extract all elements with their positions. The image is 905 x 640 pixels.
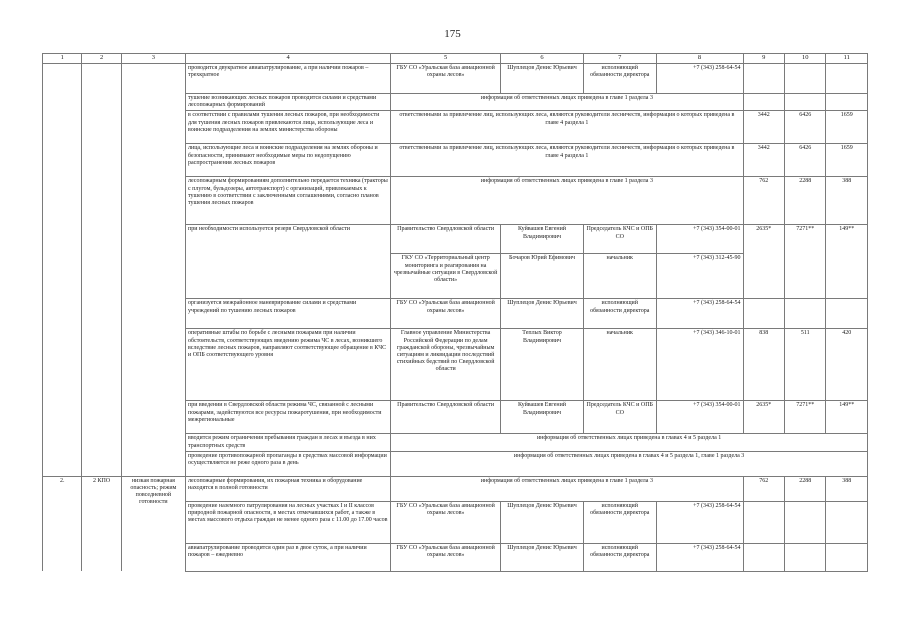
value-cell: 6426 [785,144,826,177]
responsible-info-cell: информация об ответственных лицах приведена в главах 4 и 5 раздела 1, главе 1 раздела 3 [391,451,868,476]
phone-cell: +7 (343) 312-45-90 [656,254,743,299]
value-cell [785,299,826,329]
measure-cell: организуется межрайонное маневрирование силами и средствами учреждений по тушению лесных пожаров [186,299,391,329]
phone-cell: +7 (343) 258-64-54 [656,299,743,329]
row-number-cell [43,64,82,477]
value-cell [826,94,868,111]
organization-cell: ГБУ СО «Уральская база авиационной охраны лесов» [391,64,501,94]
column-number: 4 [186,54,391,64]
responsible-info-cell: ответственными за привлечение лиц, использующих леса, являются руководители лесничеств, информация о которых приведена в главе 4 раздела 1 [391,144,743,177]
value-cell: 2635* [743,401,784,434]
measure-cell: авиапатрулирование проводится один раз в двое суток, а при наличии пожаров – ежедневно [186,543,391,571]
value-cell [826,299,868,329]
value-cell [785,501,826,543]
responsible-info-cell: информация об ответственных лицах приведена в главах 4 и 5 раздела 1 [391,434,868,451]
value-cell [743,94,784,111]
measure-cell: в соответствии с правилами тушения лесных пожаров, при необходимости для тушения лесных пожаров привлекаются лица, использующие леса и воинские подразделения на землях министерства обороны [186,111,391,144]
table-row [43,476,868,501]
value-cell: 3442 [743,144,784,177]
value-cell: 1659 [826,144,868,177]
responsible-info-cell: информация об ответственных лицах приведена в главе 1 раздела 3 [391,476,743,501]
position-cell: Председатель КЧС и ОПБ СО [583,225,656,254]
value-cell [743,64,784,94]
measure-cell: лесопожарные формирования, их пожарная техника и оборудование находятся в полной готовности [186,476,391,501]
column-number: 1 [43,54,82,64]
value-cell [743,299,784,329]
organization-cell: ГБУ СО «Уральская база авиационной охраны лесов» [391,299,501,329]
position-cell: начальник [583,329,656,401]
value-cell: 762 [743,476,784,501]
column-number: 5 [391,54,501,64]
value-cell: 2288 [785,476,826,501]
value-cell: 149** [826,401,868,434]
measure-cell: при введении в Свердловской области режима ЧС, связанной с лесными пожарами, задействуются все ресурсы пожаротушения, при необходимости межрегиональные [186,401,391,434]
value-cell: 7271** [785,225,826,299]
column-number: 8 [656,54,743,64]
position-cell: исполняющий обязанности директора [583,501,656,543]
responsible-info-cell: информация об ответственных лицах приведена в главе 1 раздела 3 [391,177,743,225]
value-cell [826,64,868,94]
value-cell: 1659 [826,111,868,144]
value-cell: 388 [826,476,868,501]
measure-cell: проводится двукратное авиапатрулирование, а при наличии пожаров – трехкратное [186,64,391,94]
measure-cell: при необходимости используется резерв Свердловской области [186,225,391,299]
responsible-person-cell: Шуплецов Денис Юрьевич [501,501,584,543]
measures-table [42,53,868,572]
value-cell: 420 [826,329,868,401]
value-cell [785,64,826,94]
responsible-info-cell: ответственными за привлечение лиц, использующих леса, являются руководители лесничеств, информация о которых приведена в главе 4 раздела 1 [391,111,743,144]
value-cell: 6426 [785,111,826,144]
position-cell: исполняющий обязанности директора [583,299,656,329]
value-cell [743,543,784,571]
responsible-person-cell: Бочаров Юрий Ефимович [501,254,584,299]
row-number-cell: 2. [43,476,82,571]
organization-cell: ГКУ СО «Территориальный центр мониторинга и реагирования на чрезвычайные ситуации в Свердловской области» [391,254,501,299]
phone-cell: +7 (343) 354-00-01 [656,401,743,434]
value-cell [826,543,868,571]
measure-cell: вводится режим ограничения пребывания граждан в лесах и въезда в них транспортных средств [186,434,391,451]
organization-cell: ГБУ СО «Уральская база авиационной охраны лесов» [391,501,501,543]
column-number: 10 [785,54,826,64]
column-number-row [43,54,868,64]
organization-cell: Главное управление Министерства Российской Федерации по делам гражданской обороны, чрезвычайным ситуациям и ликвидации последствий стихийных бедствий по Свердловской области [391,329,501,401]
phone-cell: +7 (343) 354-00-01 [656,225,743,254]
responsible-person-cell: Куйвашев Евгений Владимирович [501,401,584,434]
phone-cell: +7 (343) 258-64-54 [656,501,743,543]
responsible-person-cell: Теплых Виктор Владимирович [501,329,584,401]
column-number: 2 [82,54,121,64]
organization-cell: ГБУ СО «Уральская база авиационной охраны лесов» [391,543,501,571]
column-number: 3 [121,54,185,64]
position-cell: исполняющий обязанности директора [583,64,656,94]
responsible-person-cell: Куйвашев Евгений Владимирович [501,225,584,254]
value-cell: 388 [826,177,868,225]
value-cell [826,501,868,543]
responsible-person-cell: Шуплецов Денис Юрьевич [501,299,584,329]
measure-cell: лица, использующие леса и воинские подразделения на землях обороны и безопасности, принимают необходимые меры по недопущению распространения лесных пожаров [186,144,391,177]
value-cell [785,543,826,571]
position-cell: исполняющий обязанности директора [583,543,656,571]
responsible-person-cell: Шуплецов Денис Юрьевич [501,543,584,571]
danger-class-cell: низкая пожарная опасность; режим повседневной готовности [121,476,185,571]
value-cell: 2288 [785,177,826,225]
measure-cell: оперативные штабы по борьбе с лесными пожарами при наличии обстоятельств, соответствующих введению режима ЧС в лесах, возникшего вследствие лесных пожаров, направляют соответствующее обращение в КЧС и ОПБ соответствующего уровня [186,329,391,401]
value-cell: 838 [743,329,784,401]
column-number: 7 [583,54,656,64]
position-cell: начальник [583,254,656,299]
value-cell [785,94,826,111]
value-cell: 7271** [785,401,826,434]
value-cell: 511 [785,329,826,401]
danger-class-cell [121,64,185,477]
phone-cell: +7 (343) 346-10-01 [656,329,743,401]
position-cell: Председатель КЧС и ОПБ СО [583,401,656,434]
measure-cell: лесопожарным формированиям дополнительно передается техника (тракторы с плугом, бульдозеры, автотранспорт) с организаций, привлекаемых к тушению в соответствии с заключенными соглашениями, согласно планов тушения лесных пожаров [186,177,391,225]
code-cell [82,64,121,477]
value-cell [743,501,784,543]
page-number: 175 [444,28,461,40]
measure-cell: проведение противопожарной пропаганды в средствах массовой информации осуществляется не реже одного раза в день [186,451,391,476]
code-cell: 2 КПО [82,476,121,571]
responsible-person-cell: Шуплецов Денис Юрьевич [501,64,584,94]
phone-cell: +7 (343) 258-64-54 [656,543,743,571]
value-cell: 3442 [743,111,784,144]
column-number: 6 [501,54,584,64]
value-cell: 762 [743,177,784,225]
table-row [43,64,868,94]
value-cell: 149** [826,225,868,299]
responsible-info-cell: информация об ответственных лицах приведена в главе 1 раздела 3 [391,94,743,111]
column-number: 9 [743,54,784,64]
organization-cell: Правительство Свердловской области [391,225,501,254]
measure-cell: тушение возникающих лесных пожаров проводится силами и средствами лесопожарных формирований [186,94,391,111]
measure-cell: проведение наземного патрулирования на лесных участках I и II классов природной пожарной опасности, в местах отмечавшихся работ, а также в местах массового отдыха граждан не менее одного раза с 11.00 до 17.00 часов [186,501,391,543]
phone-cell: +7 (343) 258-64-54 [656,64,743,94]
value-cell: 2635* [743,225,784,299]
organization-cell: Правительство Свердловской области [391,401,501,434]
column-number: 11 [826,54,868,64]
